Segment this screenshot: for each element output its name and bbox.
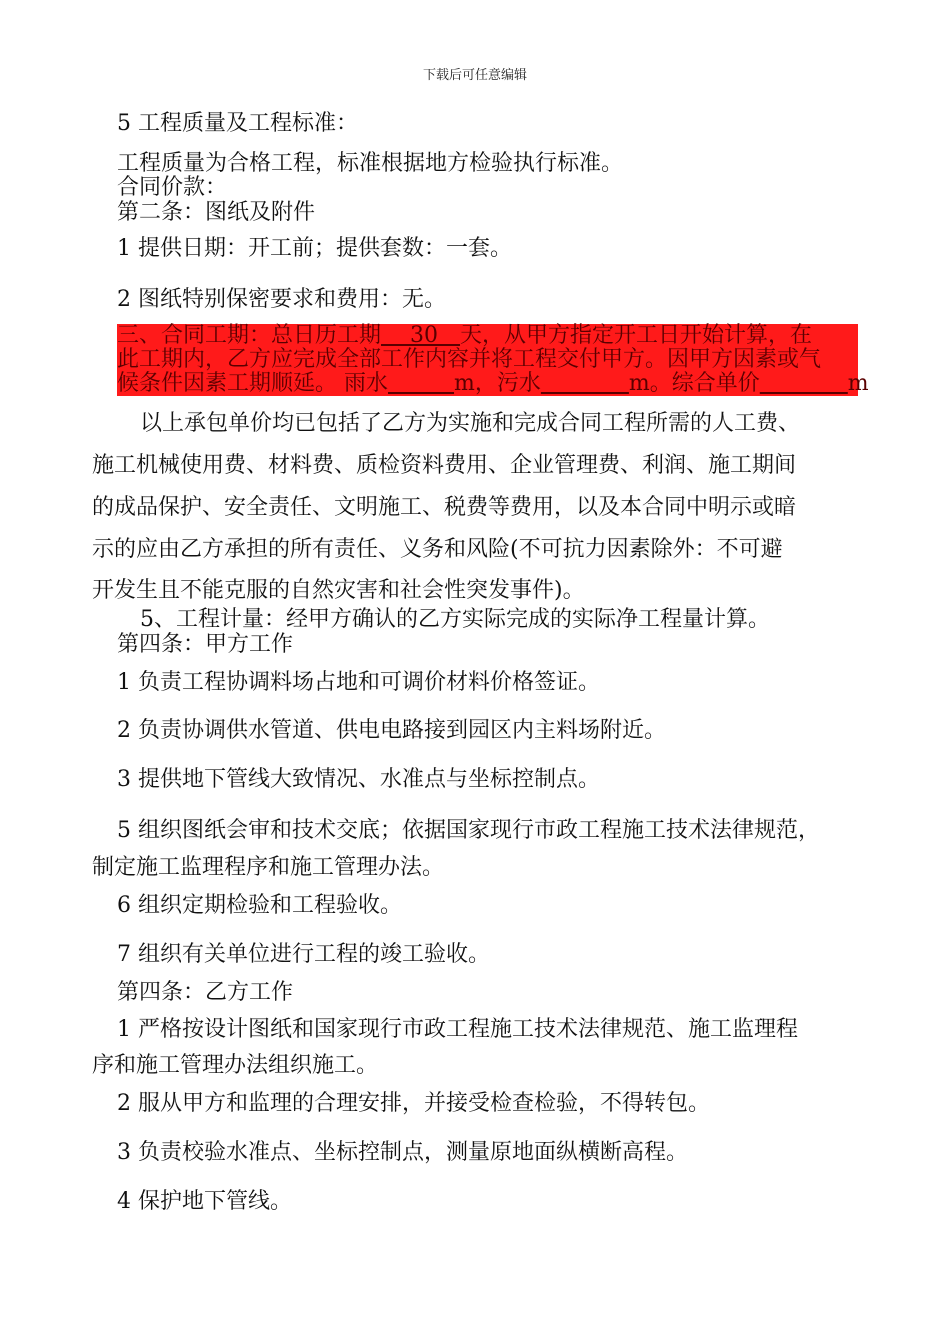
price-inclusion-para-2: 施工机械使用费、材料费、质检资料费用、企业管理费、利润、施工期间 (92, 453, 797, 478)
party-a-item-5: 5 组织图纸会审和技术交底；依据国家现行市政工程施工技术法律规范， (117, 818, 820, 843)
party-b-item-1: 1 严格按设计图纸和国家现行市政工程施工技术法律规范、施工监理程 (117, 1017, 798, 1042)
party-b-item-2: 2 服从甲方和监理的合理安排，并接受检查检验，不得转包。 (117, 1091, 710, 1116)
rainwater-label: 候条件因素工期顺延。 雨水 (117, 371, 388, 396)
contract-price-label: 合同价款： (117, 175, 228, 200)
article-two-title: 第二条：图纸及附件 (117, 200, 316, 225)
highlight-row-1 (117, 324, 858, 348)
price-inclusion-para-1: 以上承包单价均已包括了乙方为实施和完成合同工程所需的人工费、 (140, 411, 801, 436)
party-b-item-4: 4 保护地下管线。 (117, 1189, 292, 1214)
highlight-row-2: 此工期内，乙方应完成全部工作内容并将工程交付甲方。因甲方因素或气 (117, 347, 822, 372)
article-four-party-b-title: 第四条：乙方工作 (117, 980, 294, 1005)
party-a-item-6: 6 组织定期检验和工程验收。 (117, 893, 402, 918)
sewage-blank (541, 371, 629, 396)
price-inclusion-para-4: 示的应由乙方承担的所有责任、义务和风险(不可抗力因素除外：不可避 (92, 537, 783, 562)
party-a-item-5-cont: 制定施工监理程序和施工管理办法。 (92, 855, 445, 880)
quality-standard-text: 工程质量为合格工程，标准根据地方检验执行标准。 (117, 151, 624, 176)
section-quality-title: 5 工程质量及工程标准： (117, 111, 358, 136)
price-inclusion-para-5: 开发生且不能克服的自然灾害和社会性突发事件)。 (92, 578, 585, 603)
highlighted-contract-period (117, 323, 869, 396)
party-a-item-3: 3 提供地下管线大致情况、水准点与坐标控制点。 (117, 767, 600, 792)
sewage-label: m，污水 (454, 371, 541, 396)
party-a-item-2: 2 负责协调供水管道、供电电路接到园区内主料场附近。 (117, 718, 666, 743)
price-inclusion-para-3: 的成品保护、安全责任、文明施工、税费等费用，以及本合同中明示或暗 (92, 495, 797, 520)
rainwater-blank (388, 371, 454, 396)
drawing-provision-text: 1 提供日期：开工前；提供套数：一套。 (117, 236, 512, 261)
period-text: 三、合同工期：总日历工期 (117, 323, 382, 348)
party-b-item-3: 3 负责校验水准点、坐标控制点，测量原地面纵横断高程。 (117, 1140, 688, 1165)
page-header: 下载后可任意编辑 (422, 68, 527, 83)
party-a-item-1: 1 负责工程协调料场占地和可调价材料价格签证。 (117, 670, 600, 695)
period-days-blank: 30 (381, 323, 461, 348)
measurement-text: 5、工程计量：经甲方确认的乙方实际完成的实际净工程量计算。 (140, 607, 770, 632)
unit-price-blank (760, 371, 848, 396)
drawing-confidentiality-text: 2 图纸特别保密要求和费用：无。 (117, 287, 446, 312)
party-b-item-1-cont: 序和施工管理办法组织施工。 (92, 1053, 379, 1078)
article-four-party-a-title: 第四条：甲方工作 (117, 632, 294, 657)
unit-suffix: m (847, 371, 869, 396)
highlight-row-3 (117, 371, 869, 396)
period-text-cont: 天，从甲方指定开工日开始计算，在 (460, 323, 813, 348)
unit-price-label: m。综合单价 (628, 371, 760, 396)
party-a-item-7: 7 组织有关单位进行工程的竣工验收。 (117, 942, 490, 967)
